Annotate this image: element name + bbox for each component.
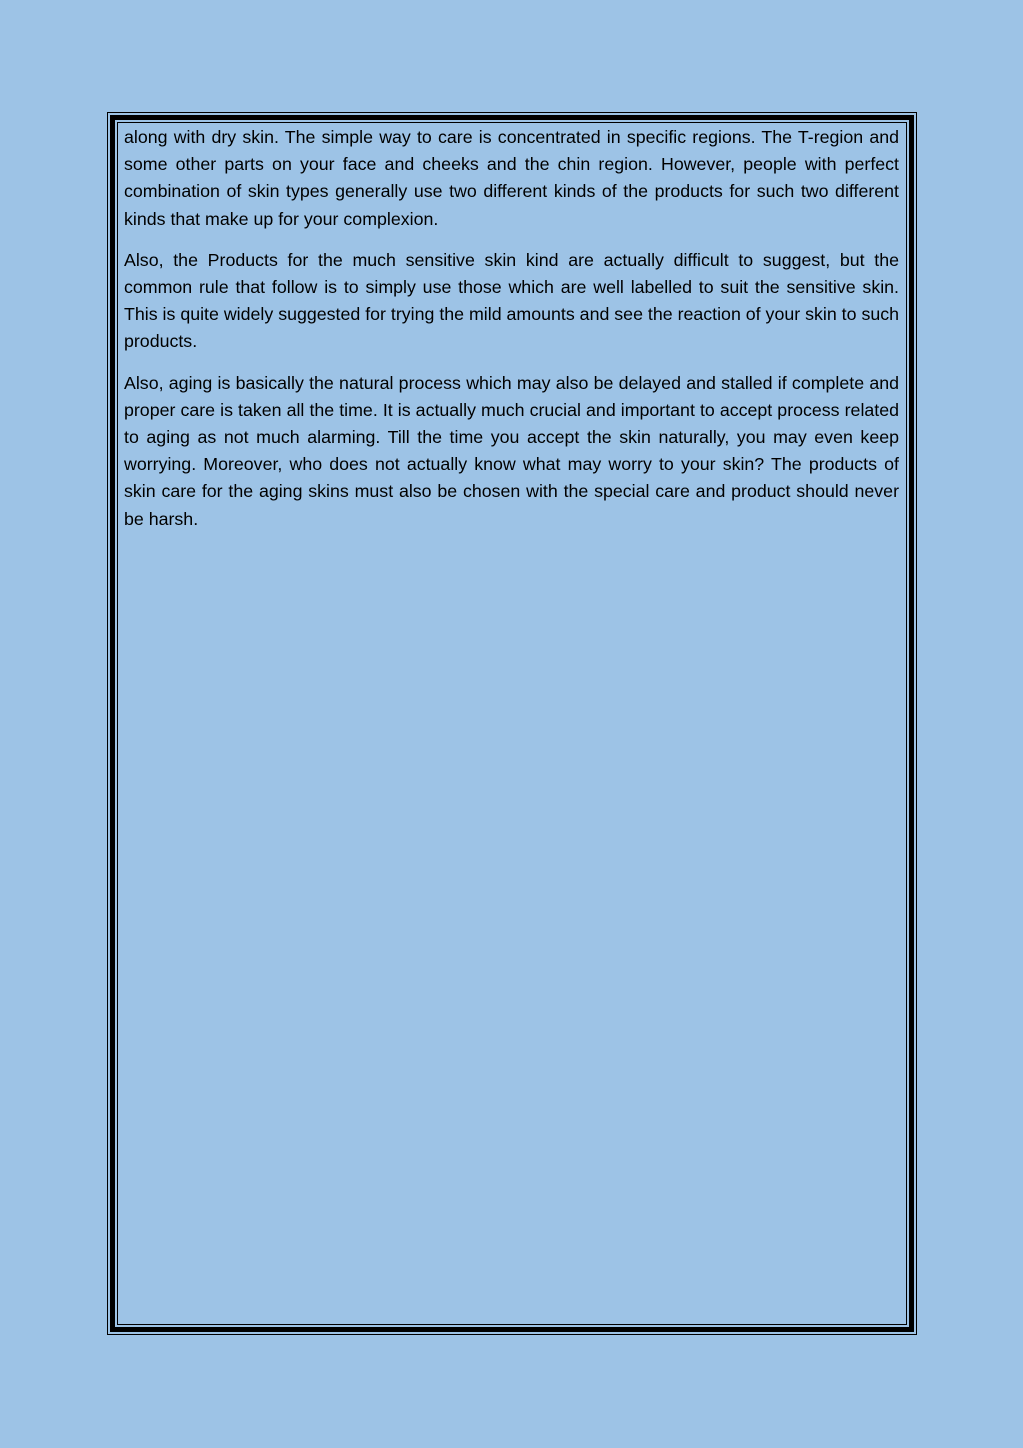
paragraph-combination-skin: along with dry skin. The simple way to care is concentrated in specific regions. The T-region and some other parts on your face and cheeks and the chin region. However, people with perfect combination of skin types generally use two different kinds of the products for such two different kinds that make up for your complexion. xyxy=(124,127,899,229)
paragraph-sensitive-skin: Also, the Products for the much sensitive skin kind are actually difficult to suggest, but the common rule that follow is to simply use those which are well labelled to suit the sensitive skin. This is quite widely suggested for trying the mild amounts and see the reaction of your skin to such products. xyxy=(124,249,899,352)
paragraph-aging-skin: Also, aging is basically the natural process which may also be delayed and stalled if complete and proper care is taken all the time. It is actually much crucial and important to accept process related to aging as not much alarming. Till the time you accept the skin naturally, you may even keep worrying. Moreover, who does not actually know what may worry to your skin? The products of skin care for the aging skins must also be chosen with the special care and product should never be harsh. xyxy=(124,372,899,529)
document-body xyxy=(124,124,899,547)
